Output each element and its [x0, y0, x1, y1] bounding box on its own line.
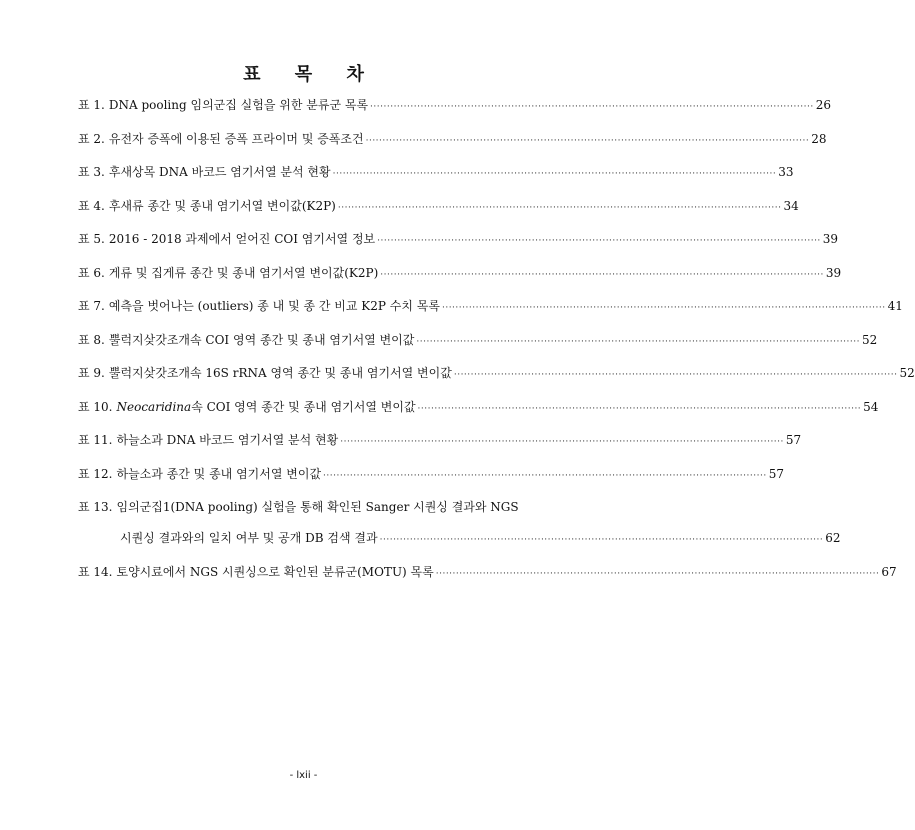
- toc-entry-page: 26: [815, 98, 831, 112]
- toc-entry[interactable]: [78, 232, 839, 247]
- toc-entry-title: 후새류 종간 및 종내 염기서열 변이값(K2P): [108, 198, 336, 213]
- toc-entry[interactable]: [78, 366, 915, 381]
- toc-entry-page: 39: [822, 232, 839, 246]
- dot-leader: [418, 402, 862, 417]
- toc-entry-title: 임의군집1(DNA pooling) 실험을 통해 확인된 Sanger 시퀀싱 결과와 NGS: [116, 500, 519, 514]
- toc-entry-number: 표 6.: [78, 265, 105, 280]
- dot-leader: [436, 567, 880, 582]
- page-number: - lxii -: [289, 770, 318, 781]
- genus-name: Neocaridina: [116, 399, 192, 414]
- toc-entry[interactable]: [78, 332, 878, 348]
- toc-entry-page: 28: [811, 131, 827, 146]
- toc-entry-title: 예측을 벗어나는 (outliers) 종 내 및 종 간 비교 K2P 수치 목록: [108, 299, 440, 313]
- toc-entry-number: 표 13.: [78, 500, 113, 514]
- toc-entry-title: 뿔럭지샂갓조개속 16S rRNA 영역 종간 및 종내 염기서열 변이값: [108, 366, 452, 380]
- toc-entry-title: DNA pooling 임의군집 실험을 위한 분류군 목록: [108, 98, 369, 112]
- toc-entry-title: 하늘소과 종간 및 종내 염기서열 변이값: [116, 466, 322, 481]
- dot-leader: [323, 469, 767, 484]
- toc-entry-page: 41: [887, 299, 903, 313]
- toc-entry-number: 표 12.: [78, 466, 113, 481]
- toc-entry-continuation[interactable]: [78, 531, 841, 546]
- dot-leader: [380, 268, 824, 283]
- toc-entry-title: 하늘소과 DNA 바코드 염기서열 분석 현황: [116, 433, 339, 447]
- toc-entry-number: 표 11.: [78, 433, 113, 447]
- toc-entry[interactable]: [78, 466, 784, 482]
- toc-entry-number: 표 14.: [78, 564, 113, 579]
- toc-entry-page: 54: [863, 399, 879, 414]
- dot-leader: [377, 234, 821, 249]
- toc-entry[interactable]: [78, 98, 831, 113]
- dot-leader: [366, 134, 810, 149]
- toc-entry-title: 후새상목 DNA 바코드 염기서열 분석 현황: [108, 165, 331, 179]
- toc-entry-title: 유전자 증폭에 이용된 증폭 프라이머 및 증폭조건: [108, 131, 364, 146]
- toc-entry-page: 33: [778, 165, 794, 179]
- dot-leader: [442, 301, 886, 316]
- toc-entry-page: 57: [768, 466, 784, 481]
- toc-entry-number: 표 7.: [78, 299, 105, 313]
- dot-leader: [340, 435, 784, 450]
- toc-entry[interactable]: [78, 564, 897, 580]
- toc-entry-number: 표 1.: [78, 98, 105, 112]
- dot-leader: [380, 533, 824, 548]
- toc-entry[interactable]: [78, 131, 827, 147]
- dot-leader: [338, 201, 782, 216]
- dot-leader: [370, 100, 814, 115]
- dot-leader: [454, 368, 898, 383]
- toc-entry[interactable]: [78, 198, 799, 214]
- toc-entry-page: 34: [783, 198, 799, 213]
- toc-entry-title-rest: 속 COI 영역 종간 및 종내 염기서열 변이값: [191, 399, 416, 414]
- toc-entry-number: 표 3.: [78, 165, 105, 179]
- toc-entry[interactable]: [78, 433, 802, 448]
- page-title: 표 목 차: [243, 64, 378, 85]
- table-of-contents-list: [78, 98, 915, 598]
- toc-entry-number: 표 4.: [78, 198, 105, 213]
- toc-entry-page: 67: [881, 564, 897, 579]
- toc-entry-title: 2016 - 2018 과제에서 얻어진 COI 염기서열 정보: [108, 232, 376, 246]
- toc-entry-number: 표 10.: [78, 399, 113, 414]
- toc-entry-number: 표 9.: [78, 366, 105, 380]
- toc-entry[interactable]: [78, 500, 528, 515]
- toc-entry-title: 시퀀싱 결과와의 일치 여부 및 공개 DB 검색 결과: [120, 531, 378, 545]
- toc-entry-number: 표 8.: [78, 332, 105, 347]
- dot-leader: [333, 167, 777, 182]
- toc-entry[interactable]: [78, 299, 903, 314]
- toc-entry-number: 표 5.: [78, 232, 105, 246]
- toc-entry[interactable]: [78, 165, 794, 180]
- dot-leader: [416, 335, 860, 350]
- toc-entry-title: 게류 및 집게류 종간 및 종내 염기서열 변이값(K2P): [108, 265, 379, 280]
- toc-entry-page: 62: [825, 531, 841, 545]
- toc-entry-title: [117, 400, 416, 415]
- toc-entry-page: 39: [825, 265, 842, 280]
- toc-entry-title: 뿔럭지샂갓조개속 COI 영역 종간 및 종내 염기서열 변이값: [108, 332, 415, 347]
- toc-entry[interactable]: [78, 399, 879, 415]
- toc-entry[interactable]: [78, 265, 842, 281]
- toc-entry-page: 52: [862, 332, 878, 347]
- toc-entry-page: 52: [899, 366, 915, 380]
- toc-entry-number: 표 2.: [78, 131, 105, 146]
- toc-entry-title: 토양시료에서 NGS 시퀀싱으로 확인된 분류군(MOTU) 목록: [116, 564, 434, 579]
- toc-entry-page: 57: [785, 433, 802, 447]
